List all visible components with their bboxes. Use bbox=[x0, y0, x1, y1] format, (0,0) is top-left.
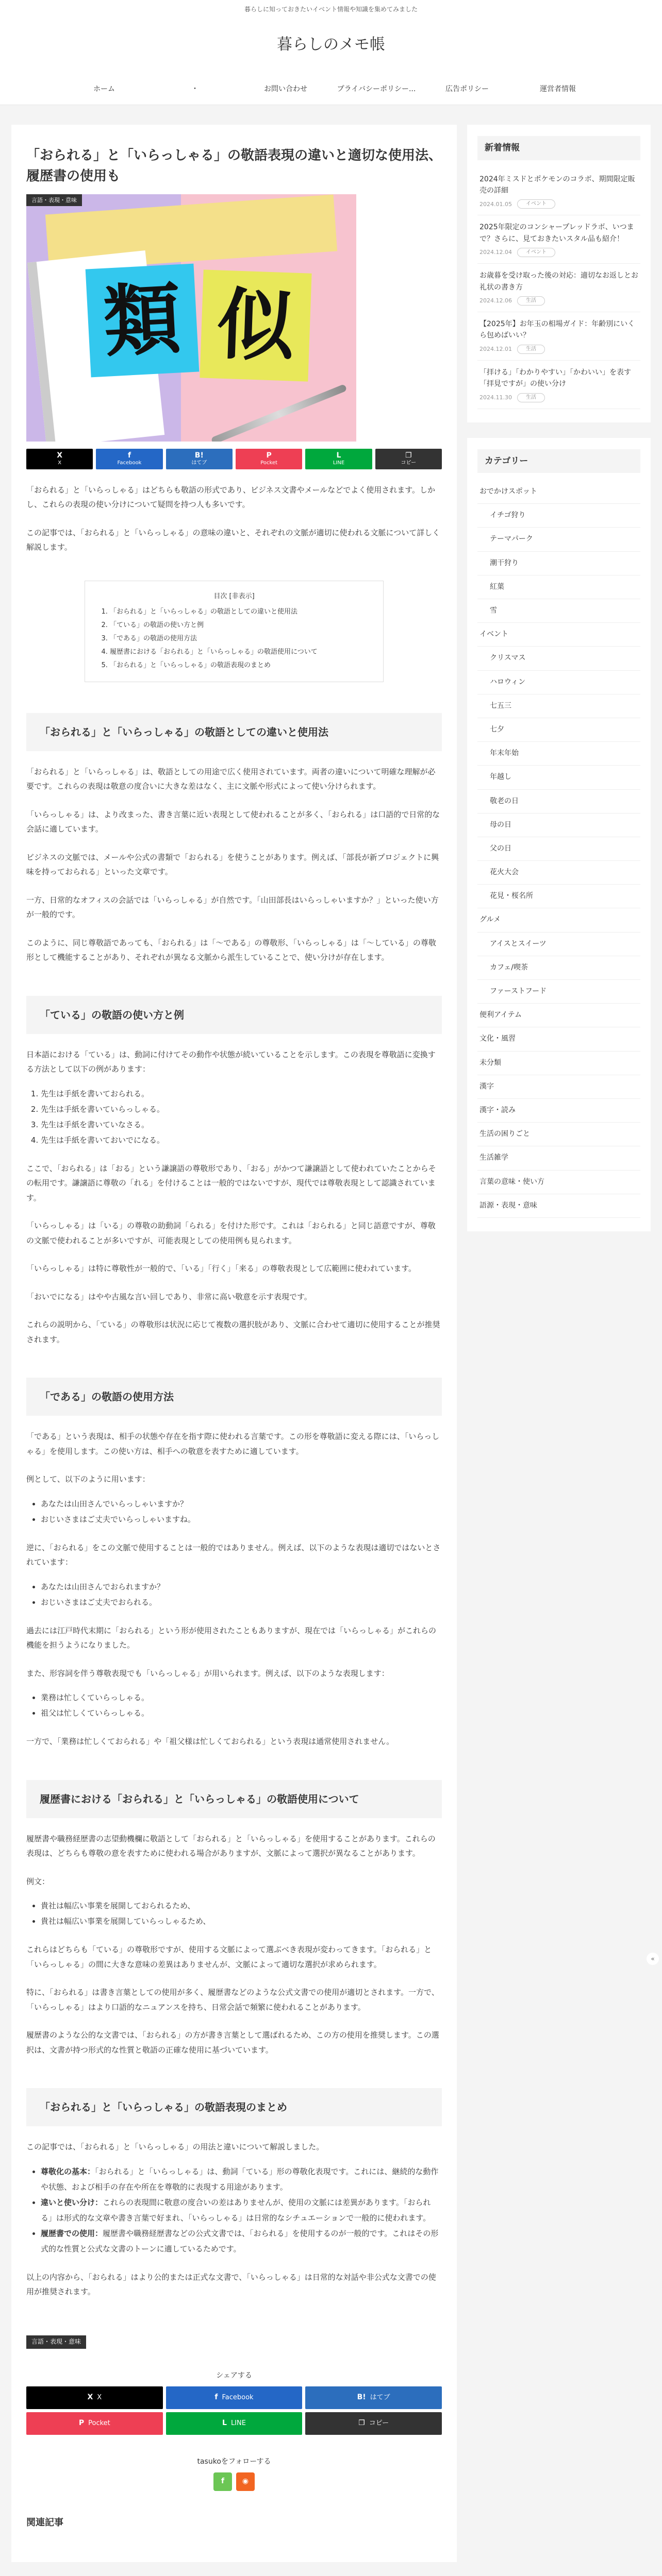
list-item: 2. 先生は手紙を書いていらっしゃる。 bbox=[41, 1101, 442, 1117]
eyecatch-card-ji: 似 bbox=[200, 269, 311, 381]
line-icon: L bbox=[336, 451, 341, 460]
share-label: はてブ bbox=[370, 2393, 390, 2401]
category-item[interactable]: イベント bbox=[477, 623, 640, 647]
section-heading: 「ている」の敬語の使い方と例 bbox=[26, 996, 442, 1034]
back-to-top-button[interactable]: « bbox=[647, 1953, 659, 1965]
section-heading: 履歴書における「おられる」と「いらっしゃる」の敬語使用について bbox=[26, 1780, 442, 1818]
share-label: X bbox=[97, 2393, 102, 2401]
rss-icon[interactable]: ◉ bbox=[236, 2472, 255, 2491]
nav-ad-policy[interactable]: 広告ポリシー bbox=[445, 84, 489, 93]
nav-privacy[interactable]: プライバシーポリシー... bbox=[337, 84, 416, 93]
list-item: 3. 先生は手紙を書いていなさる。 bbox=[41, 1117, 442, 1132]
category-item[interactable]: カフェ/喫茶 bbox=[477, 956, 640, 980]
example-list bbox=[41, 1690, 442, 1721]
list-item: 4. 先生は手紙を書いておいでになる。 bbox=[41, 1132, 442, 1148]
news-meta bbox=[479, 393, 638, 402]
news-title: 2024年ミスドとポケモンのコラボ、期間限定販売の詳細 bbox=[479, 175, 635, 195]
news-date: 2024.01.05 bbox=[479, 200, 512, 208]
news-meta bbox=[479, 345, 638, 354]
category-item[interactable]: ファーストフード bbox=[477, 980, 640, 1004]
body-paragraph: 「いらっしゃる」は「いる」の尊敬の助動詞「られる」を付けた形です。これは「おられる」と同じ語意ですが、尊敬の文脈で使われることが多いですが、可能表現としての使用例も見られます。 bbox=[26, 1221, 436, 1245]
body-paragraph: ここで、「おられる」は「おる」という謙譲語の尊敬形であり、「おる」がかつて謙譲語として使われていたことからその転用です。謙譲語に尊敬の「れる」を付けることは一般的ではないですが、現代では尊敬表現として認識されています。 bbox=[26, 1163, 436, 1202]
share-facebook-button[interactable] bbox=[166, 2386, 303, 2409]
category-item[interactable]: 七夕 bbox=[477, 718, 640, 742]
toc-item[interactable]: 3. 「である」の敬語の使用方法 bbox=[110, 632, 370, 646]
body-paragraph: 履歴書や職務経歴書の志望動機欄に敬語として「おられる」と「いらっしゃる」を使用することがあります。これらの表現は、どちらも尊敬の意を表すために使われる場合がありますが、文脈によって選択が異なることがあります。 bbox=[26, 1834, 436, 1858]
news-tag: 生活 bbox=[517, 345, 545, 354]
share-pocket-button[interactable] bbox=[26, 2412, 163, 2435]
share-pocket-button[interactable] bbox=[236, 449, 302, 469]
share-label: Facebook bbox=[117, 460, 142, 466]
share-buttons-bottom bbox=[26, 2369, 442, 2435]
eyecatch-category-label[interactable]: 言語・表現・意味 bbox=[26, 194, 82, 207]
hatebu-icon: B! bbox=[357, 2393, 366, 2402]
category-item[interactable]: ハロウィン bbox=[477, 671, 640, 694]
list-item: • 業務は忙しくていらっしゃる。 bbox=[41, 1690, 442, 1705]
related-articles-title: 関連記事 bbox=[26, 2517, 63, 2528]
share-line-button[interactable] bbox=[305, 449, 372, 469]
toc-item[interactable]: 1. 「おられる」と「いらっしゃる」の敬語としての違いと使用法 bbox=[110, 605, 370, 619]
body-paragraph: 逆に、「おられる」をこの文脈で使用することは一般的ではありません。例えば、以下のような表現は適切ではないとされています： bbox=[26, 1543, 441, 1567]
share-x-button[interactable] bbox=[26, 2386, 163, 2409]
facebook-icon: f bbox=[214, 2393, 218, 2402]
category-item[interactable]: テーマパーク bbox=[477, 528, 640, 551]
body-paragraph: このように、同じ尊敬語であっても、「おられる」は「～である」の尊敬形、「いらっしゃる」は「～している」の尊敬形として機能することがあり、それぞれが異なる文脈から派生していることで、使い分けが存在します。 bbox=[26, 938, 436, 962]
body-paragraph: 「おいでになる」はやや古風な言い回しであり、非常に高い敬意を示す表現です。 bbox=[26, 1292, 312, 1301]
toc-item[interactable]: 5. 「おられる」と「いらっしゃる」の敬語表現のまとめ bbox=[110, 659, 370, 672]
share-x-button[interactable] bbox=[26, 449, 93, 469]
news-meta bbox=[479, 248, 638, 257]
summary-item-head: 履歴書での使用： bbox=[41, 2228, 103, 2238]
news-tag: 生活 bbox=[517, 296, 545, 306]
news-date: 2024.12.01 bbox=[479, 345, 512, 352]
nav-operator[interactable]: 運営者情報 bbox=[540, 84, 576, 93]
body-paragraph: これらはどちらも「ている」の尊敬形ですが、使用する文脈によって選ぶべき表現が変わってきます。「おられる」と「いらっしゃる」の間に大きな意味の差異はありませんが、文脈によって適切な選択が求められます。 bbox=[26, 1945, 432, 1969]
category-item[interactable]: 生活雑学 bbox=[477, 1146, 640, 1170]
news-title: 【2025年】お年玉の相場ガイド：年齢別にいくら包めばいい？ bbox=[479, 319, 635, 340]
list-item: • おじいさまはご丈夫でおられる。 bbox=[41, 1595, 442, 1610]
table-of-contents bbox=[85, 581, 384, 682]
nav-separator: ・ bbox=[191, 84, 198, 93]
copy-icon: ❐ bbox=[405, 451, 412, 460]
category-item[interactable]: おでかけスポット bbox=[477, 480, 640, 504]
copy-icon: ❐ bbox=[358, 2419, 365, 2428]
body-paragraph: 以上の内容から、「おられる」はより公的または正式な文書で、「いらっしゃる」は日常的な対話や非公式な文書での使用が推奨されます。 bbox=[26, 2272, 436, 2297]
category-item[interactable]: 年末年始 bbox=[477, 742, 640, 766]
summary-item-head: 尊敬化の基本： bbox=[41, 2166, 95, 2176]
body-paragraph: 「おられる」と「いらっしゃる」は、敬語としての用途で広く使用されています。両者の違いについて明確な理解が必要です。これらの表現は敬意の度合いに大きな差はなく、主に文脈や形式によって使い分けられます。 bbox=[26, 767, 436, 791]
news-date: 2024.12.06 bbox=[479, 297, 512, 304]
list-item: • 貴社は幅広い事業を展開していらっしゃるため、 bbox=[41, 1913, 442, 1929]
summary-item bbox=[41, 2226, 442, 2257]
nav-contact[interactable]: お問い合わせ bbox=[264, 84, 307, 93]
intro-paragraph: 「おられる」と「いらっしゃる」はどちらも敬語の形式であり、ビジネス文書やメールなどでよく使用されます。しかし、これらの表現の使い分けについて疑問を持つ人も多いです。 bbox=[26, 485, 436, 510]
sidebar bbox=[467, 125, 651, 1247]
example-list bbox=[41, 1496, 442, 1527]
site-logo[interactable]: 暮らしのメモ帳 bbox=[277, 36, 385, 54]
news-item[interactable] bbox=[477, 167, 640, 216]
news-title: 2025年限定のコンシャープレッドラボ、いつまで？さらに、見ておきたいスタル品も紹介！ bbox=[479, 223, 634, 243]
body-paragraph: 例として、以下のように用います： bbox=[26, 1475, 150, 1484]
body-paragraph: 一方、日常的なオフィスの会話では「いらっしゃる」が自然です。「山田部長はいらっしゃいますか？」といった使い方が一般的です。 bbox=[26, 895, 439, 920]
article-category-tag[interactable]: 言語・表現・意味 bbox=[26, 2335, 86, 2349]
body-paragraph: 例文： bbox=[26, 1876, 50, 1886]
list-item: • あなたは山田さんでおられますか？ bbox=[41, 1579, 442, 1595]
eyecatch-card-rui: 類 bbox=[86, 263, 200, 377]
share-facebook-button[interactable] bbox=[96, 449, 162, 469]
share-title: シェアする bbox=[216, 2371, 252, 2380]
facebook-icon: f bbox=[127, 451, 131, 460]
toc-item[interactable]: 4. 履歴書における「おられる」と「いらっしゃる」の敬語使用について bbox=[110, 646, 370, 659]
content-wrapper bbox=[11, 125, 651, 2562]
article-title: 「おられる」と「いらっしゃる」の敬語表現の違いと適切な使用法、履歴書の使用も bbox=[26, 148, 442, 184]
share-label: コピー bbox=[401, 460, 417, 466]
share-buttons-top bbox=[26, 449, 442, 469]
news-item[interactable] bbox=[477, 361, 640, 409]
category-item[interactable]: 七五三 bbox=[477, 694, 640, 718]
widget-title: カテゴリー bbox=[477, 449, 640, 473]
body-paragraph: これらの説明から、「ている」の尊敬形は状況に応じて複数の選択肢があり、文脈に合わせて適切に使用することが推奨されます。 bbox=[26, 1320, 440, 1344]
body-paragraph: 「いらっしゃる」は特に尊敬性が一般的で、「いる」「行く」「来る」の尊敬表現として広範囲に使われています。 bbox=[26, 1264, 417, 1274]
share-label: Pocket bbox=[260, 460, 278, 466]
category-item[interactable]: 敬老の日 bbox=[477, 790, 640, 814]
body-paragraph: 日本語における「ている」は、動詞に付けてその動作や状態が続いていることを示します。この表現を尊敬語に変換する方法として以下の例があります： bbox=[26, 1049, 436, 1074]
section-heading: 「おられる」と「いらっしゃる」の敬語としての違いと使用法 bbox=[26, 713, 442, 751]
section-heading: 「である」の敬語の使用方法 bbox=[26, 1378, 442, 1416]
toc-title[interactable]: 目次 [非表示] bbox=[213, 592, 255, 600]
follow-text: tasukoをフォローする bbox=[197, 2457, 271, 2466]
category-widget bbox=[467, 438, 651, 1231]
category-item[interactable]: 言葉の意味・使い方 bbox=[477, 1171, 640, 1194]
toc-item[interactable]: 2. 「ている」の敬語の使い方と例 bbox=[110, 619, 370, 632]
share-label: コピー bbox=[369, 2419, 389, 2427]
x-icon: X bbox=[57, 451, 63, 460]
list-item: • 祖父は忙しくていらっしゃる。 bbox=[41, 1705, 442, 1721]
body-paragraph: 「である」という表現は、相手の状態や存在を指す際に使われる言葉です。この形を尊敬語に変える際には、「いらっしゃる」を使用します。この使い方は、相手への敬意を表すために適しています。 bbox=[26, 1432, 440, 1456]
follow-block bbox=[26, 2455, 442, 2491]
category-item[interactable]: 雪 bbox=[477, 599, 640, 623]
summary-item-head: 違いと使い分け： bbox=[41, 2197, 103, 2207]
news-item[interactable] bbox=[477, 264, 640, 312]
news-title: お歳暮を受け取った後の対応：適切なお返しとお礼状の書き方 bbox=[479, 272, 638, 292]
site-header bbox=[0, 0, 662, 105]
category-item[interactable]: 年越し bbox=[477, 766, 640, 789]
share-label: Facebook bbox=[222, 2393, 254, 2401]
category-item[interactable]: グルメ bbox=[477, 908, 640, 932]
category-item[interactable]: クリスマス bbox=[477, 647, 640, 670]
category-item[interactable]: アイスとスイーツ bbox=[477, 933, 640, 956]
example-list bbox=[41, 1898, 442, 1929]
share-copy-button[interactable] bbox=[375, 449, 442, 469]
list-item: • 貴社は幅広い事業を展開しておられるため、 bbox=[41, 1898, 442, 1913]
global-nav bbox=[0, 74, 662, 105]
news-item[interactable] bbox=[477, 312, 640, 361]
category-item[interactable]: 未分類 bbox=[477, 1052, 640, 1075]
example-list bbox=[41, 1086, 442, 1148]
news-item[interactable] bbox=[477, 215, 640, 264]
news-tag: イベント bbox=[517, 199, 555, 209]
feedly-icon[interactable]: f bbox=[213, 2472, 232, 2491]
body-paragraph: 履歴書のような公的な文書では、「おられる」の方が書き言葉として選ばれるため、この方の使用を推奨します。この選択は、文書が持つ形式的な性質と敬語の正確な使用に基づいています。 bbox=[26, 2030, 439, 2055]
section-heading: 「おられる」と「いらっしゃる」の敬語表現のまとめ bbox=[26, 2088, 442, 2126]
category-item[interactable]: 潮干狩り bbox=[477, 552, 640, 575]
share-line-button[interactable] bbox=[166, 2412, 303, 2435]
share-label: Pocket bbox=[88, 2419, 110, 2427]
line-icon: L bbox=[222, 2419, 227, 2428]
new-posts-widget bbox=[467, 125, 651, 422]
news-tag: 生活 bbox=[517, 393, 545, 402]
share-hatebu-button[interactable] bbox=[166, 449, 233, 469]
list-item: • おじいさまはご丈夫でいらっしゃいますね。 bbox=[41, 1512, 442, 1527]
summary-list bbox=[41, 2164, 442, 2257]
summary-item-text: これらの表現間に敬意の度合いの差はありませんが、使用の文脈には差異があります。「おられる」は形式的な文章や書き言葉で好まれ、「いらっしゃる」は日常的なシチュエーションで一般的に使われます。 bbox=[41, 2197, 431, 2223]
body-paragraph: ビジネスの文脈では、メールや公式の書類で「おられる」を使うことがあります。例えば、「部長が新プロジェクトに興味を持っておられる」といった文章です。 bbox=[26, 852, 439, 877]
category-item[interactable]: 生活の困りごと bbox=[477, 1123, 640, 1146]
share-copy-button[interactable] bbox=[305, 2412, 442, 2435]
news-meta bbox=[479, 296, 638, 306]
share-label: LINE bbox=[333, 460, 345, 466]
news-title: 「拝ける」「わかりやすい」「かわいい」を表す「拝見ですが」の使い分け bbox=[479, 368, 631, 388]
body-paragraph: 「いらっしゃる」は、より改まった、書き言葉に近い表現として使われることが多く、「おられる」は口語的で日常的な会話に適しています。 bbox=[26, 809, 440, 834]
summary-item bbox=[41, 2195, 442, 2226]
summary-item-text: 履歴書や職務経歴書などの公式文書では、「おられる」を使用するのが一般的です。これはその形式的な性質と公式な文書のトーンに適しているためです。 bbox=[41, 2228, 439, 2253]
category-item[interactable]: 紅葉 bbox=[477, 575, 640, 599]
category-item[interactable]: 花火大会 bbox=[477, 861, 640, 885]
body-paragraph: この記事では、「おられる」と「いらっしゃる」の用法と違いについて解説しました。 bbox=[26, 2142, 324, 2152]
pocket-icon: P bbox=[78, 2419, 85, 2428]
category-item[interactable]: 語源・表現・意味 bbox=[477, 1194, 640, 1218]
news-date: 2024.11.30 bbox=[479, 394, 512, 401]
list-item: 1. 先生は手紙を書いておられる。 bbox=[41, 1086, 442, 1101]
category-item[interactable]: 花見・桜名所 bbox=[477, 885, 640, 908]
site-tagline: 暮らしに知っておきたいイベント情報や知識を集めてみました bbox=[244, 6, 418, 13]
eyecatch-image bbox=[26, 194, 356, 442]
share-label: はてブ bbox=[191, 460, 207, 466]
summary-item-text: 「おられる」と「いらっしゃる」は、動詞「ている」形の尊敬化表現です。これには、継続的な動作や状態、および相手の存在や所在を尊敬的に表現する用途があります。 bbox=[41, 2166, 439, 2192]
body-paragraph: また、形容詞を伴う尊敬表現でも「いらっしゃる」が用いられます。例えば、以下のような表現します： bbox=[26, 1668, 389, 1678]
category-item[interactable]: 母の日 bbox=[477, 814, 640, 837]
hatebu-icon: B! bbox=[194, 451, 204, 460]
list-item: • あなたは山田さんでいらっしゃいますか？ bbox=[41, 1496, 442, 1512]
share-hatebu-button[interactable] bbox=[305, 2386, 442, 2409]
share-label: X bbox=[58, 460, 62, 466]
summary-item bbox=[41, 2164, 442, 2195]
main-article bbox=[11, 125, 457, 2562]
category-item[interactable]: 漢字 bbox=[477, 1075, 640, 1099]
body-paragraph: 過去には江戸時代末期に「おられる」という形が使用されたこともありますが、現在では「いらっしゃる」がこれらの機能を担うようになりました。 bbox=[26, 1625, 437, 1650]
nav-home[interactable]: ホーム bbox=[93, 84, 115, 93]
category-list bbox=[477, 480, 640, 1218]
share-label: LINE bbox=[230, 2419, 246, 2427]
category-item[interactable]: 漢字・読み bbox=[477, 1099, 640, 1123]
category-item[interactable]: 父の日 bbox=[477, 837, 640, 861]
widget-title: 新着情報 bbox=[477, 136, 640, 160]
news-tag: イベント bbox=[517, 248, 555, 257]
body-paragraph: 特に、「おられる」は書き言葉としての使用が多く、履歴書などのような公式文書での使用が適切とされます。一方で、「いらっしゃる」はより口語的なニュアンスを持ち、日常会話で頻繁に使われることがあります。 bbox=[26, 1988, 439, 2012]
pocket-icon: P bbox=[266, 451, 272, 460]
category-item[interactable]: 文化・風習 bbox=[477, 1027, 640, 1051]
intro-paragraph: この記事では、「おられる」と「いらっしゃる」の意味の違いと、それぞれの文脈が適切に使われる文脈について詳しく解説します。 bbox=[26, 528, 440, 552]
category-item[interactable]: 便利アイテム bbox=[477, 1004, 640, 1027]
x-icon: X bbox=[87, 2393, 93, 2402]
body-paragraph: 一方で、「業務は忙しくておられる」や「祖父様は忙しくておられる」という表現は通常使用されません。 bbox=[26, 1737, 394, 1747]
news-date: 2024.12.04 bbox=[479, 249, 512, 256]
category-item[interactable]: イチゴ狩り bbox=[477, 504, 640, 528]
example-list bbox=[41, 1579, 442, 1610]
news-meta bbox=[479, 199, 638, 209]
